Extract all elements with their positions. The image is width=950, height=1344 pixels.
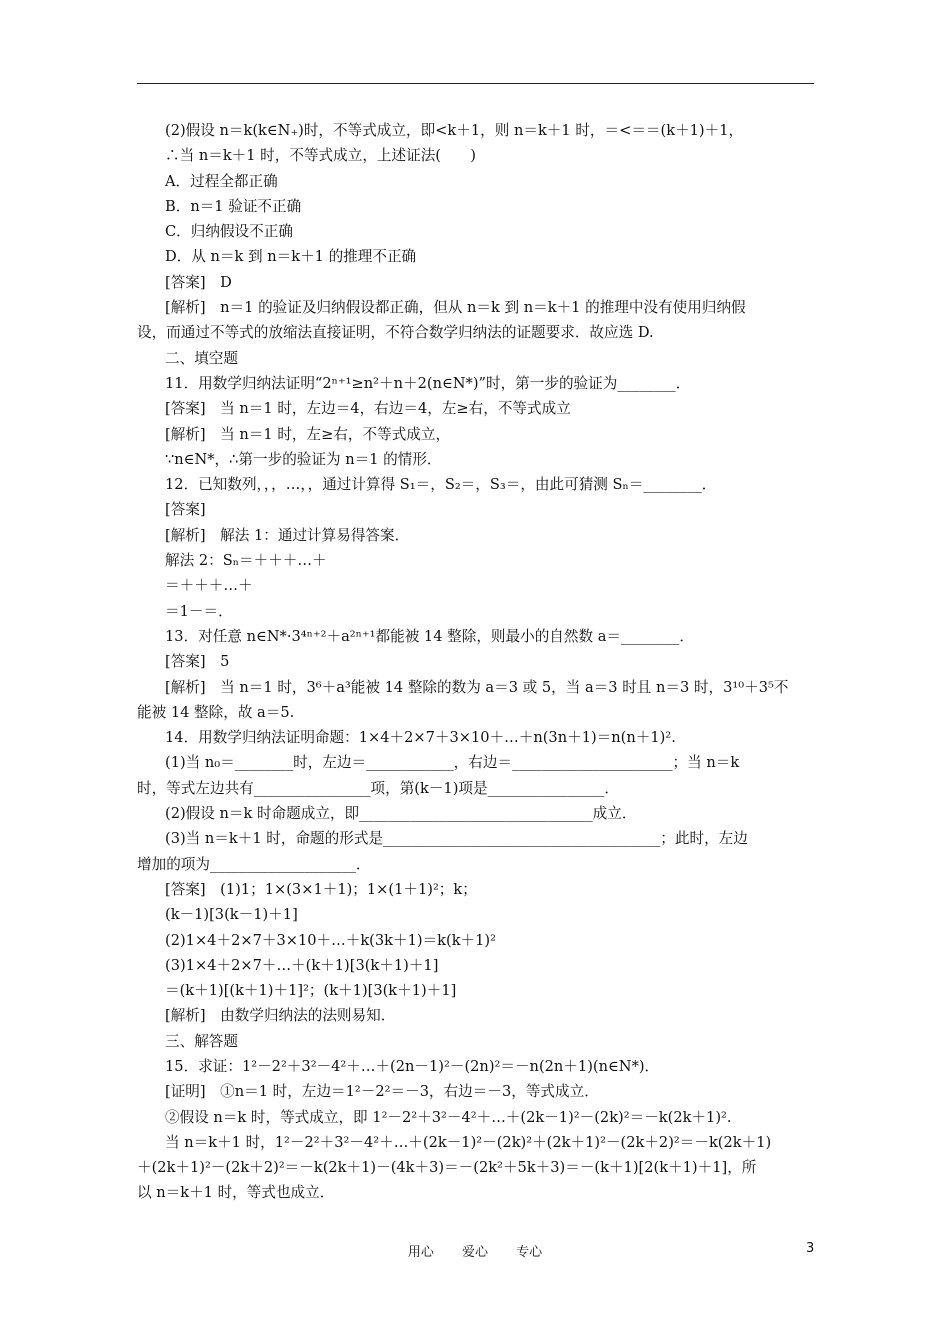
text-line: 能被 14 整除，故 a＝5. bbox=[137, 703, 295, 721]
question-13: 13．对任意 n∈N*·3⁴ⁿ⁺²＋a²ⁿ⁺¹都能被 14 整除，则最小的自然数 a＝________． bbox=[165, 627, 694, 645]
text-line: ∵n∈N*，∴第一步的验证为 n＝1 的情形． bbox=[165, 450, 442, 468]
text-line: 增加的项为____________________． bbox=[137, 855, 371, 873]
text-line: (2)假设 n＝k(k∈N₊)时，不等式成立，即<k＋1，则 n＝k＋1 时，＝<＝＝(k＋1)＋1， bbox=[165, 122, 744, 139]
analysis-line: [解析] 解法 1：通过计算易得答案． bbox=[165, 526, 410, 544]
answer-line: [答案] 5 bbox=[165, 653, 230, 671]
page-content bbox=[137, 118, 814, 1206]
analysis-line: [解析] 当 n＝1 时，左≥右，不等式成立， bbox=[165, 425, 451, 443]
footer-word: 用心 bbox=[407, 1245, 434, 1260]
proof-line: [证明] ①n＝1 时，左边＝1²－2²＝－3，右边＝－3，等式成立． bbox=[165, 1083, 599, 1101]
text-line: ＝1－＝． bbox=[165, 602, 233, 620]
footer-word: 专心 bbox=[516, 1245, 543, 1260]
answer-line: [答案] (1)1；1×(3×1＋1)；1×(1＋1)²；k； bbox=[165, 880, 477, 898]
option-b: B．n＝1 验证不正确 bbox=[165, 197, 302, 215]
text-line: (k－1)[3(k－1)＋1] bbox=[165, 906, 298, 924]
analysis-line: [解析] 当 n＝1 时，3⁶＋a³能被 14 整除的数为 a＝3 或 5，当 a＝3 时且 n＝3 时，3¹⁰＋3⁵不 bbox=[165, 678, 789, 696]
header-rule bbox=[137, 83, 814, 84]
text-line: 解法 2：Sₙ＝＋＋＋…＋ bbox=[165, 552, 327, 570]
section-heading: 二、填空题 bbox=[165, 349, 238, 367]
option-a: A．过程全都正确 bbox=[165, 172, 278, 190]
text-line: (1)当 n₀＝________时，左边＝____________，右边＝______________________；当 n＝k bbox=[165, 754, 740, 772]
question-14: 14．用数学归纳法证明命题：1×4＋2×7＋3×10＋…＋n(3n＋1)＝n(n＋1)². bbox=[165, 729, 676, 747]
text-line: ＝＋＋＋…＋ bbox=[165, 577, 253, 595]
footer-word: 爱心 bbox=[461, 1245, 488, 1260]
analysis-line: [解析] n＝1 的验证及归纳假设都正确，但从 n＝k 到 n＝k＋1 的推理中没有使用归纳假 bbox=[165, 299, 746, 317]
text-line: (3)当 n＝k＋1 时，命题的形式是______________________________________；此时，左边 bbox=[165, 830, 748, 848]
answer-line: [答案] 当 n＝1 时，左边＝4，右边＝4，左≥右，不等式成立 bbox=[165, 400, 571, 418]
answer-line: [答案] bbox=[165, 501, 206, 519]
text-line: ＝(k＋1)[(k＋1)＋1]²；(k＋1)[3(k＋1)＋1] bbox=[165, 982, 457, 1000]
text-line: ＋(2k＋1)²－(2k＋2)²＝－k(2k＋1)－(4k＋3)＝－(2k²＋5k＋3)＝－(k＋1)[2(k＋1)＋1]，所 bbox=[137, 1159, 757, 1177]
text-line: 以 n＝k＋1 时，等式也成立． bbox=[137, 1184, 335, 1202]
text-line: ②假设 n＝k 时，等式成立，即 1²－2²＋3²－4²＋…＋(2k－1)²－(2k)²＝－k(2k＋1)². bbox=[165, 1108, 732, 1126]
text-line: 时，等式左边共有________________项，第(k－1)项是________________． bbox=[137, 779, 619, 797]
question-11: 11．用数学归纳法证明“2ⁿ⁺¹≥n²＋n＋2(n∈N*)”时，第一步的验证为________． bbox=[165, 374, 691, 392]
section-heading: 三、解答题 bbox=[165, 1032, 238, 1050]
text-line: (2)1×4＋2×7＋3×10＋…＋k(3k＋1)＝k(k＋1)² bbox=[165, 931, 496, 949]
text-line: 当 n＝k＋1 时，1²－2²＋3²－4²＋…＋(2k－1)²－(2k)²＋(2k＋1)²－(2k＋2)²＝－k(2k＋1) bbox=[165, 1133, 772, 1151]
question-12: 12．已知数列，，，…，，通过计算得 S₁＝，S₂＝，S₃＝，由此可猜测 Sₙ＝________． bbox=[165, 476, 717, 494]
analysis-line: [解析] 由数学归纳法的法则易知． bbox=[165, 1007, 396, 1025]
text-line: (2)假设 n＝k 时命题成立，即________________________________成立． bbox=[165, 805, 637, 823]
question-15: 15．求证：1²－2²＋3²－4²＋…＋(2n－1)²－(2n)²＝－n(2n＋1)(n∈N*)． bbox=[165, 1057, 660, 1075]
option-c: C．归纳假设不正确 bbox=[165, 223, 293, 241]
text-line: ∴当 n＝k＋1 时，不等式成立，上述证法( ) bbox=[165, 147, 476, 165]
answer-line: [答案] D bbox=[165, 273, 232, 291]
text-line: 设，而通过不等式的放缩法直接证明，不符合数学归纳法的证题要求．故应选 D. bbox=[137, 324, 654, 342]
option-d: D．从 n＝k 到 n＝k＋1 的推理不正确 bbox=[165, 248, 417, 266]
text-line: (3)1×4＋2×7＋…＋(k＋1)[3(k＋1)＋1] bbox=[165, 956, 439, 974]
page-number: 3 bbox=[806, 1241, 815, 1256]
